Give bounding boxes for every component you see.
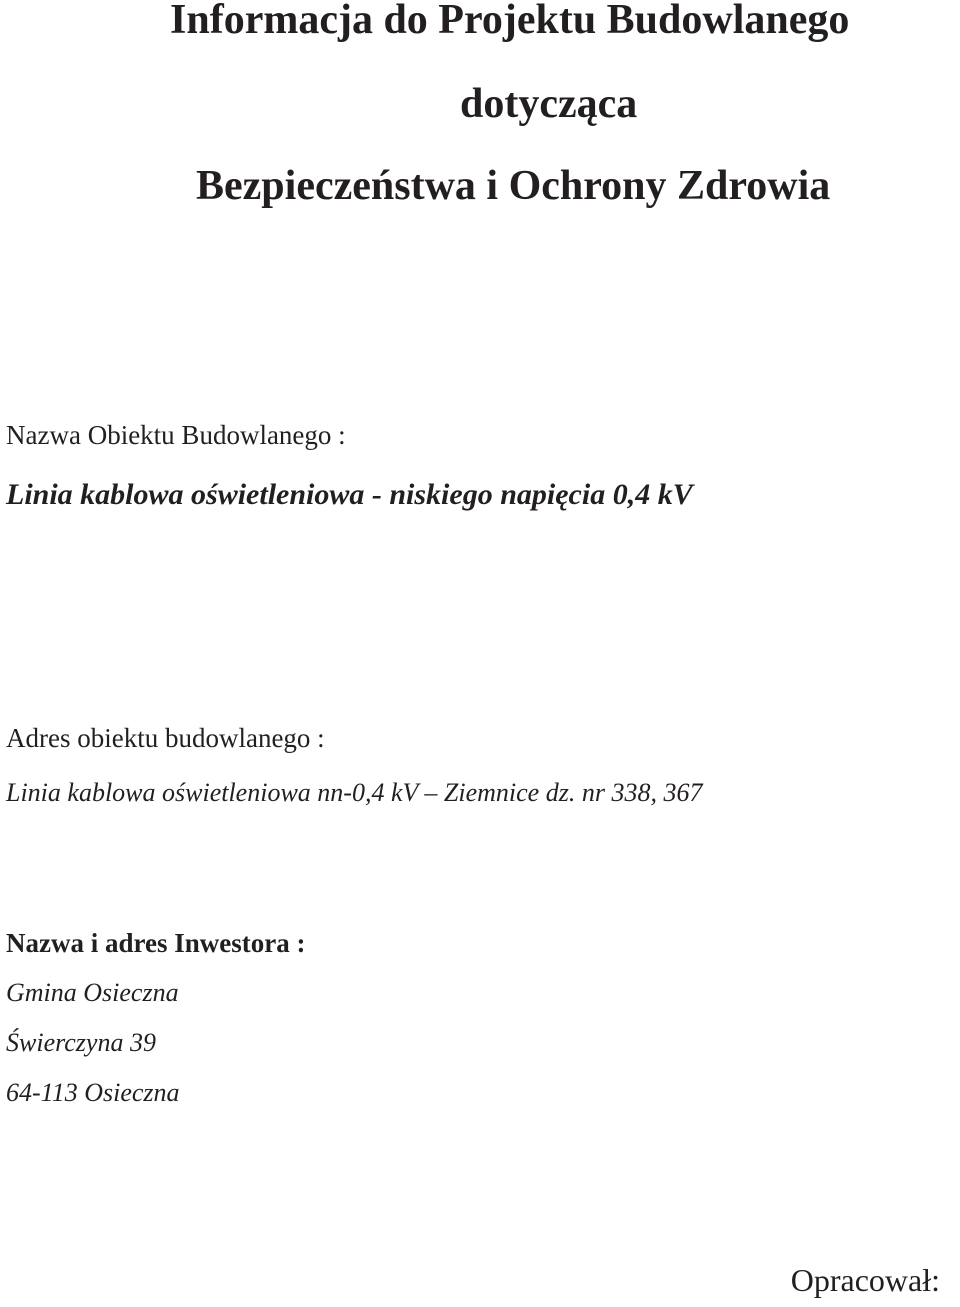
title-line-3: Bezpieczeństwa i Ochrony Zdrowia	[196, 163, 831, 209]
object-name-label: Nazwa Obiektu Budowlanego :	[6, 420, 346, 450]
investor-street: Świerczyna 39	[6, 1028, 156, 1057]
address-value: Linia kablowa oświetleniowa nn-0,4 kV – Ziemnice dz. nr 338, 367	[6, 778, 703, 807]
object-name-value: Linia kablowa oświetleniowa - niskiego napięcia 0,4 kV	[6, 478, 693, 511]
address-label: Adres obiektu budowlanego :	[6, 723, 325, 753]
investor-name: Gmina Osieczna	[6, 978, 179, 1007]
investor-city: 64-113 Osieczna	[6, 1078, 180, 1107]
investor-label: Nazwa i adres Inwestora :	[6, 928, 306, 958]
title-line-2: dotycząca	[460, 81, 638, 127]
title-line-1: Informacja do Projektu Budowlanego	[170, 0, 850, 43]
prepared-by-label: Opracował:	[790, 1262, 940, 1298]
